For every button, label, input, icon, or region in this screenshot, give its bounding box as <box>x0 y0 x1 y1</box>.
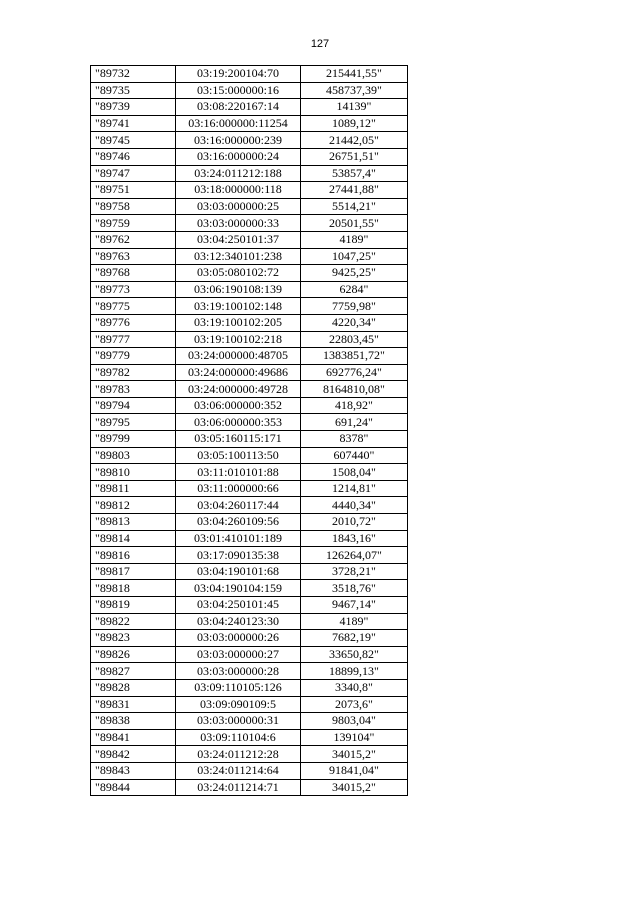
table-row <box>91 82 408 99</box>
table-row <box>91 414 408 431</box>
cadastral-number-cell: 03:19:200104:70 <box>176 66 301 83</box>
value-cell: 8378" <box>301 431 408 448</box>
value-cell: 607440" <box>301 447 408 464</box>
value-cell: 4440,34" <box>301 497 408 514</box>
table-row <box>91 597 408 614</box>
cadastral-number-cell: 03:16:000000:239 <box>176 132 301 149</box>
cadastral-number-cell: 03:24:000000:49728 <box>176 381 301 398</box>
code-cell: "89814 <box>91 530 176 547</box>
code-cell: "89816 <box>91 547 176 564</box>
code-cell: "89745 <box>91 132 176 149</box>
cadastral-number-cell: 03:05:160115:171 <box>176 431 301 448</box>
value-cell: 418,92" <box>301 397 408 414</box>
value-cell: 34015,2" <box>301 746 408 763</box>
cadastral-number-cell: 03:18:000000:118 <box>176 182 301 199</box>
value-cell: 20501,55" <box>301 215 408 232</box>
value-cell: 26751,51" <box>301 148 408 165</box>
cadastral-number-cell: 03:15:000000:16 <box>176 82 301 99</box>
table-body <box>91 66 408 796</box>
code-cell: "89818 <box>91 580 176 597</box>
table-row <box>91 530 408 547</box>
table-row <box>91 497 408 514</box>
cadastral-number-cell: 03:24:011212:28 <box>176 746 301 763</box>
code-cell: "89819 <box>91 597 176 614</box>
value-cell: 2010,72" <box>301 514 408 531</box>
code-cell: "89746 <box>91 148 176 165</box>
value-cell: 91841,04" <box>301 762 408 779</box>
value-cell: 21442,05" <box>301 132 408 149</box>
table-row <box>91 132 408 149</box>
value-cell: 1843,16" <box>301 530 408 547</box>
table-row <box>91 66 408 83</box>
cadastral-number-cell: 03:03:000000:33 <box>176 215 301 232</box>
cadastral-number-cell: 03:08:220167:14 <box>176 99 301 116</box>
value-cell: 126264,07" <box>301 547 408 564</box>
cadastral-number-cell: 03:03:000000:26 <box>176 630 301 647</box>
cadastral-number-cell: 03:04:260109:56 <box>176 514 301 531</box>
table-row <box>91 679 408 696</box>
code-cell: "89741 <box>91 115 176 132</box>
table-row <box>91 298 408 315</box>
value-cell: 5514,21" <box>301 198 408 215</box>
code-cell: "89776 <box>91 314 176 331</box>
value-cell: 692776,24" <box>301 364 408 381</box>
cadastral-number-cell: 03:04:190104:159 <box>176 580 301 597</box>
table-row <box>91 779 408 796</box>
code-cell: "89739 <box>91 99 176 116</box>
table-row <box>91 696 408 713</box>
data-table <box>90 65 408 796</box>
value-cell: 33650,82" <box>301 646 408 663</box>
code-cell: "89763 <box>91 248 176 265</box>
code-cell: "89759 <box>91 215 176 232</box>
code-cell: "89810 <box>91 464 176 481</box>
table-row <box>91 314 408 331</box>
table-row <box>91 580 408 597</box>
table-row <box>91 646 408 663</box>
table-row <box>91 746 408 763</box>
table-row <box>91 663 408 680</box>
cadastral-number-cell: 03:04:250101:45 <box>176 597 301 614</box>
code-cell: "89831 <box>91 696 176 713</box>
table-row <box>91 630 408 647</box>
table-row <box>91 381 408 398</box>
code-cell: "89803 <box>91 447 176 464</box>
value-cell: 53857,4" <box>301 165 408 182</box>
code-cell: "89828 <box>91 679 176 696</box>
table-row <box>91 115 408 132</box>
code-cell: "89795 <box>91 414 176 431</box>
code-cell: "89822 <box>91 613 176 630</box>
cadastral-number-cell: 03:11:000000:66 <box>176 480 301 497</box>
cadastral-number-cell: 03:17:090135:38 <box>176 547 301 564</box>
table-row <box>91 265 408 282</box>
value-cell: 1214,81" <box>301 480 408 497</box>
value-cell: 3728,21" <box>301 563 408 580</box>
value-cell: 6284" <box>301 281 408 298</box>
code-cell: "89773 <box>91 281 176 298</box>
code-cell: "89799 <box>91 431 176 448</box>
code-cell: "89817 <box>91 563 176 580</box>
code-cell: "89775 <box>91 298 176 315</box>
cadastral-number-cell: 03:19:100102:205 <box>176 314 301 331</box>
code-cell: "89777 <box>91 331 176 348</box>
cadastral-number-cell: 03:12:340101:238 <box>176 248 301 265</box>
value-cell: 9467,14" <box>301 597 408 614</box>
value-cell: 22803,45" <box>301 331 408 348</box>
cadastral-number-cell: 03:06:000000:352 <box>176 397 301 414</box>
table-row <box>91 231 408 248</box>
value-cell: 691,24" <box>301 414 408 431</box>
cadastral-number-cell: 03:16:000000:11254 <box>176 115 301 132</box>
code-cell: "89782 <box>91 364 176 381</box>
cadastral-number-cell: 03:06:190108:139 <box>176 281 301 298</box>
cadastral-number-cell: 03:03:000000:27 <box>176 646 301 663</box>
code-cell: "89794 <box>91 397 176 414</box>
cadastral-number-cell: 03:05:080102:72 <box>176 265 301 282</box>
value-cell: 215441,55" <box>301 66 408 83</box>
code-cell: "89762 <box>91 231 176 248</box>
code-cell: "89823 <box>91 630 176 647</box>
cadastral-number-cell: 03:24:000000:48705 <box>176 348 301 365</box>
table-row <box>91 248 408 265</box>
code-cell: "89768 <box>91 265 176 282</box>
table-row <box>91 215 408 232</box>
code-cell: "89844 <box>91 779 176 796</box>
table-row <box>91 547 408 564</box>
cadastral-number-cell: 03:19:100102:218 <box>176 331 301 348</box>
cadastral-number-cell: 03:09:110104:6 <box>176 729 301 746</box>
value-cell: 458737,39" <box>301 82 408 99</box>
value-cell: 1508,04" <box>301 464 408 481</box>
value-cell: 3340,8" <box>301 679 408 696</box>
table-row <box>91 364 408 381</box>
value-cell: 14139" <box>301 99 408 116</box>
code-cell: "89812 <box>91 497 176 514</box>
cadastral-number-cell: 03:04:240123:30 <box>176 613 301 630</box>
table-row <box>91 563 408 580</box>
table-row <box>91 613 408 630</box>
cadastral-number-cell: 03:03:000000:31 <box>176 713 301 730</box>
table-row <box>91 762 408 779</box>
table-row <box>91 480 408 497</box>
cadastral-number-cell: 03:04:260117:44 <box>176 497 301 514</box>
cadastral-number-cell: 03:16:000000:24 <box>176 148 301 165</box>
table-row <box>91 514 408 531</box>
table-row <box>91 182 408 199</box>
code-cell: "89841 <box>91 729 176 746</box>
cadastral-number-cell: 03:19:100102:148 <box>176 298 301 315</box>
code-cell: "89826 <box>91 646 176 663</box>
cadastral-number-cell: 03:09:090109:5 <box>176 696 301 713</box>
table-row <box>91 431 408 448</box>
cadastral-number-cell: 03:05:100113:50 <box>176 447 301 464</box>
table-row <box>91 148 408 165</box>
value-cell: 7759,98" <box>301 298 408 315</box>
value-cell: 1089,12" <box>301 115 408 132</box>
table-row <box>91 281 408 298</box>
page-number: 127 <box>310 38 330 50</box>
cadastral-number-cell: 03:24:011214:64 <box>176 762 301 779</box>
cadastral-number-cell: 03:06:000000:353 <box>176 414 301 431</box>
code-cell: "89758 <box>91 198 176 215</box>
table-row <box>91 99 408 116</box>
value-cell: 18899,13" <box>301 663 408 680</box>
value-cell: 3518,76" <box>301 580 408 597</box>
cadastral-number-cell: 03:09:110105:126 <box>176 679 301 696</box>
value-cell: 1047,25" <box>301 248 408 265</box>
cadastral-number-cell: 03:11:010101:88 <box>176 464 301 481</box>
code-cell: "89843 <box>91 762 176 779</box>
value-cell: 4189" <box>301 231 408 248</box>
cadastral-number-cell: 03:03:000000:25 <box>176 198 301 215</box>
value-cell: 34015,2" <box>301 779 408 796</box>
table-row <box>91 713 408 730</box>
table-row <box>91 198 408 215</box>
cadastral-number-cell: 03:24:011212:188 <box>176 165 301 182</box>
cadastral-number-cell: 03:01:410101:189 <box>176 530 301 547</box>
cadastral-number-cell: 03:24:000000:49686 <box>176 364 301 381</box>
value-cell: 9425,25" <box>301 265 408 282</box>
table-row <box>91 447 408 464</box>
value-cell: 1383851,72" <box>301 348 408 365</box>
code-cell: "89811 <box>91 480 176 497</box>
value-cell: 139104" <box>301 729 408 746</box>
table-row <box>91 397 408 414</box>
cadastral-number-cell: 03:04:190101:68 <box>176 563 301 580</box>
cadastral-number-cell: 03:04:250101:37 <box>176 231 301 248</box>
value-cell: 4220,34" <box>301 314 408 331</box>
table-row <box>91 348 408 365</box>
code-cell: "89732 <box>91 66 176 83</box>
value-cell: 4189" <box>301 613 408 630</box>
code-cell: "89751 <box>91 182 176 199</box>
value-cell: 7682,19" <box>301 630 408 647</box>
table-row <box>91 165 408 182</box>
code-cell: "89842 <box>91 746 176 763</box>
table-row <box>91 729 408 746</box>
table-row <box>91 331 408 348</box>
code-cell: "89838 <box>91 713 176 730</box>
value-cell: 2073,6" <box>301 696 408 713</box>
code-cell: "89813 <box>91 514 176 531</box>
code-cell: "89747 <box>91 165 176 182</box>
table-row <box>91 464 408 481</box>
code-cell: "89827 <box>91 663 176 680</box>
code-cell: "89735 <box>91 82 176 99</box>
cadastral-number-cell: 03:24:011214:71 <box>176 779 301 796</box>
value-cell: 27441,88" <box>301 182 408 199</box>
cadastral-number-cell: 03:03:000000:28 <box>176 663 301 680</box>
value-cell: 9803,04" <box>301 713 408 730</box>
code-cell: "89783 <box>91 381 176 398</box>
value-cell: 8164810,08" <box>301 381 408 398</box>
code-cell: "89779 <box>91 348 176 365</box>
